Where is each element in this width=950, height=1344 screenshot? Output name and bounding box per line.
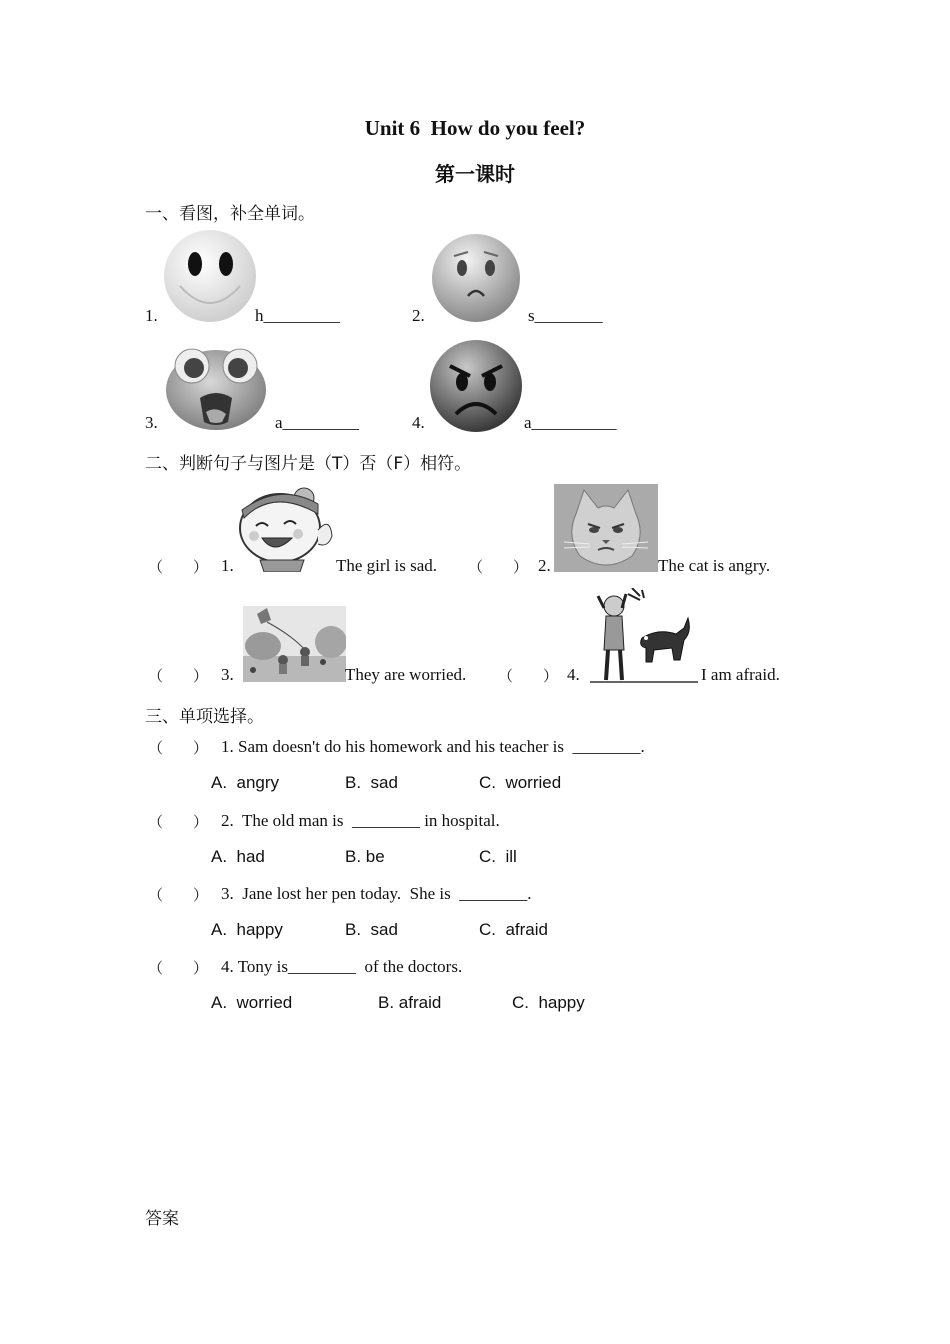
s1-item3-answer[interactable]: a_________	[275, 413, 360, 432]
s2-item1-num: 1.	[221, 556, 234, 575]
angry-cat-photo	[554, 484, 658, 572]
kids-flying-kite-icon	[243, 606, 346, 682]
man-scared-of-dog-icon	[588, 588, 700, 684]
happy-face-icon	[162, 228, 258, 324]
s3-q2-text: 2. The old man is ________ in hospital.	[221, 811, 500, 830]
s3-q3-bracket[interactable]: （ ）	[148, 886, 209, 904]
s3-q3-option-b[interactable]: B. sad	[345, 920, 398, 939]
s3-q2-option-b[interactable]: B. be	[345, 847, 385, 866]
s2-item1-sentence: The girl is sad.	[336, 556, 438, 575]
s3-q4-option-a[interactable]: A. worried	[211, 993, 293, 1012]
s1-item2-num: 2.	[412, 306, 425, 325]
s3-q4-option-b[interactable]: B. afraid	[378, 993, 442, 1012]
s2-item3-bracket[interactable]: （ ）	[148, 667, 209, 685]
s1-item3-num: 3.	[145, 413, 158, 432]
s3-q1-bracket[interactable]: （ ）	[148, 739, 209, 757]
s3-q2-bracket[interactable]: （ ）	[148, 813, 209, 831]
answer-label: 答案	[145, 1209, 179, 1229]
afraid-face-icon	[160, 340, 272, 432]
s3-q1-option-c[interactable]: C. worried	[479, 773, 562, 792]
s2-item2-sentence: The cat is angry.	[658, 556, 771, 575]
s3-q3-option-a[interactable]: A. happy	[211, 920, 283, 939]
laughing-girl-icon	[234, 486, 336, 572]
s3-q4-bracket[interactable]: （ ）	[148, 959, 209, 977]
s2-item2-bracket[interactable]: （ ）	[468, 558, 529, 576]
section1-heading: 一、看图，补全单词。	[145, 204, 315, 224]
s2-item4-sentence: I am afraid.	[701, 665, 780, 684]
s3-q3-text: 3. Jane lost her pen today. She is ________.	[221, 884, 532, 903]
s1-item4-answer[interactable]: a__________	[524, 413, 617, 432]
s3-q1-text: 1. Sam doesn't do his homework and his teacher is ________.	[221, 737, 645, 756]
s2-item3-sentence: They are worried.	[345, 665, 467, 684]
s3-q2-option-c[interactable]: C. ill	[479, 847, 517, 866]
worried-face-icon	[430, 232, 522, 324]
s1-item2-answer[interactable]: s________	[528, 306, 603, 325]
s2-item3-num: 3.	[221, 665, 234, 684]
angry-face-icon	[428, 338, 524, 434]
s3-q1-option-b[interactable]: B. sad	[345, 773, 398, 792]
s3-q1-option-a[interactable]: A. angry	[211, 773, 280, 792]
page-title: Unit 6 How do you feel?	[364, 116, 586, 140]
s3-q2-option-a[interactable]: A. had	[211, 847, 265, 866]
s1-item1-num: 1.	[145, 306, 158, 325]
s2-item2-num: 2.	[538, 556, 551, 575]
s2-item4-num: 4.	[567, 665, 580, 684]
section2-heading: 二、判断句子与图片是（T）否（F）相符。	[145, 454, 472, 474]
page-subtitle: 第一课时	[435, 162, 515, 186]
s1-item1-answer[interactable]: h_________	[255, 306, 340, 325]
s1-item4-num: 4.	[412, 413, 425, 432]
s3-q4-text: 4. Tony is________ of the doctors.	[221, 957, 463, 976]
section3-heading: 三、单项选择。	[145, 707, 264, 727]
s3-q3-option-c[interactable]: C. afraid	[479, 920, 548, 939]
s2-item4-bracket[interactable]: （ ）	[498, 667, 559, 685]
s2-item1-bracket[interactable]: （ ）	[148, 558, 209, 576]
s3-q4-option-c[interactable]: C. happy	[512, 993, 585, 1012]
